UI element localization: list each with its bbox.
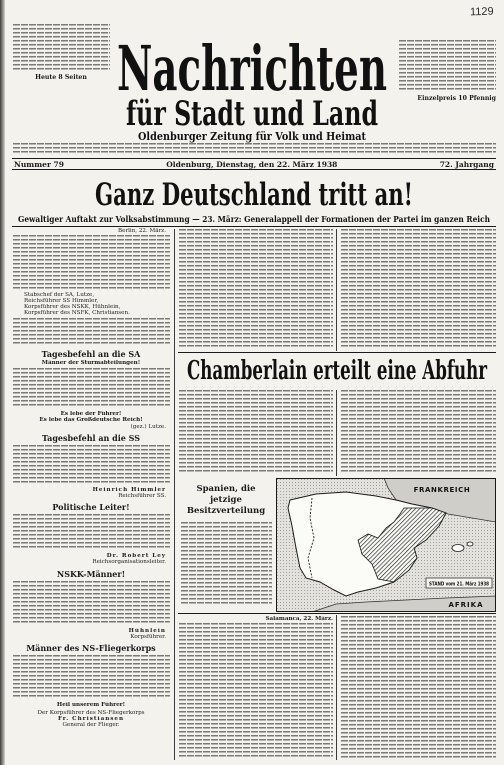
order-signature-title: Reichsorganisationsleiter. [92, 559, 166, 565]
lead-headline: Ganz Deutschland tritt an! [95, 177, 413, 212]
masthead-title: Nachrichten [117, 32, 387, 105]
map-label-africa: AFRIKA [448, 601, 484, 609]
map-balearic-island [452, 545, 464, 552]
second-headline-block [178, 355, 496, 385]
lead-subheadline: Gewaltiger Auftakt zur Volksabstimmung — 23. März: Generalappell der Formationen der Partei im ganzen Reich [18, 214, 490, 224]
masthead-title-line2: für Stadt und Land [126, 94, 378, 134]
leader-name: Korpsführer des NSKK, Hühnlein, [24, 304, 121, 310]
spain-map [276, 478, 496, 612]
body-text [12, 581, 170, 625]
order-signature: Heinrich Himmler [92, 487, 166, 493]
leader-name: Reichsführer SS Himmler, [24, 298, 99, 304]
map-status-label: STAND vom 21. März 1938 [429, 581, 490, 588]
masthead [112, 30, 392, 145]
rule [178, 613, 496, 614]
spain-dateline: Salamanca, 22. März. [265, 616, 333, 622]
leader-name: Korpsführer des NSFK, Christiansen. [24, 310, 130, 316]
issue-dateline: Oldenburg, Dienstag, den 22. März 1938 [166, 159, 338, 169]
body-text [12, 235, 170, 291]
body-text [180, 522, 272, 606]
body-text [178, 229, 333, 349]
lead-subheadline-block [12, 213, 496, 225]
order-signature: Hühnlein [128, 628, 166, 634]
order-heading-nskk: NSKK-Männer! [56, 569, 126, 579]
single-copy-price: Einzelpreis 10 Pfennig [417, 95, 496, 102]
body-text [12, 368, 170, 408]
order-closing: Es lebe der Führer! [60, 411, 122, 417]
scan-binding-shadow [0, 0, 5, 765]
order-signature-title: Reichsführer SS. [118, 493, 166, 499]
page-count-note: Heute 8 Seiten [35, 74, 87, 81]
body-text [12, 514, 170, 550]
rule [12, 226, 496, 227]
order-signature: Fr. Christiansen [57, 716, 125, 722]
order-signature-title: Der Korpsführer des NS-Fliegerkorps [37, 710, 145, 716]
column-rule [336, 615, 337, 760]
issue-bar [12, 158, 496, 170]
order-closing: Es lebe das Großdeutsche Reich! [39, 417, 143, 423]
issue-volume: 72. Jahrgang [439, 159, 494, 169]
lead-dateline: Berlin, 22. März. [118, 228, 166, 234]
body-text [340, 616, 496, 759]
body-text [178, 623, 333, 759]
second-headline: Chamberlain erteilt eine Abfuhr [187, 356, 488, 385]
archive-page-number: 1129 [470, 5, 495, 19]
order-salutation: Männer der Sturmabteilungen! [41, 360, 141, 366]
map-balearic-island [467, 542, 473, 546]
imprint-text [12, 143, 496, 155]
body-text [12, 318, 170, 346]
order-heading-nsfk: Männer des NS-Fliegerkorps [26, 643, 156, 653]
map-label-france: FRANKREICH [413, 486, 471, 494]
order-signature: (gez.) Lutze. [130, 424, 166, 430]
advertising-rates-text [398, 40, 496, 92]
order-signature-title: Korpsführer. [130, 634, 166, 640]
body-text [12, 655, 170, 699]
order-heading-political-leaders: Politische Leiter! [52, 502, 130, 512]
masthead-subtitle: Oldenburger Zeitung für Volk und Heimat [138, 130, 367, 143]
column-rule [336, 390, 337, 476]
body-text [340, 229, 496, 349]
order-signature-title: General der Flieger. [62, 722, 120, 728]
map-caption-title: Spanien, die jetzige Besitzverteilung [186, 484, 266, 516]
order-signature: Dr. Robert Ley [106, 553, 166, 559]
order-heading-ss: Tagesbefehl an die SS [41, 433, 141, 443]
order-closing: Heil unserem Führer! [56, 702, 126, 708]
order-heading-sa: Tagesbefehl an die SA [41, 349, 141, 359]
body-text [12, 445, 170, 485]
issue-number: Nummer 79 [14, 159, 64, 169]
rule [178, 352, 496, 353]
body-text [178, 390, 333, 474]
column-rule [174, 229, 175, 760]
lead-headline-block [12, 174, 496, 212]
lead-column [12, 228, 170, 760]
subscription-info-text [12, 24, 110, 72]
column-rule [336, 229, 337, 351]
body-text [340, 390, 496, 474]
leader-name: Stabschef der SA, Lutze, [24, 292, 95, 298]
